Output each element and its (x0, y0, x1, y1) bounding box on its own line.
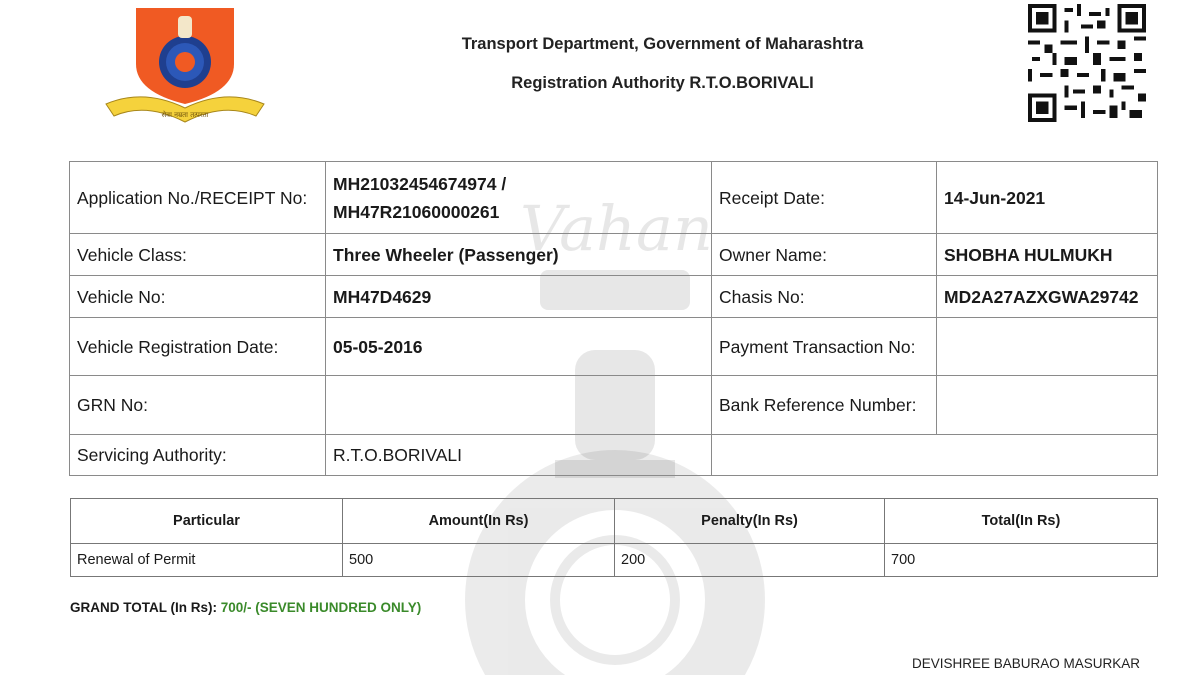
table-row (70, 162, 1158, 234)
penalty-header: Penalty(In Rs) (615, 499, 885, 544)
servicing-authority-label: Servicing Authority: (70, 435, 326, 476)
registration-date-label: Vehicle Registration Date: (70, 318, 326, 376)
bank-reference-value (937, 376, 1158, 435)
vehicle-class-label: Vehicle Class: (70, 234, 326, 276)
empty-cell (712, 435, 1158, 476)
particular-header: Particular (71, 499, 343, 544)
fees-table (70, 498, 1158, 577)
grn-no-value (326, 376, 712, 435)
amount-header: Amount(In Rs) (343, 499, 615, 544)
bank-reference-label: Bank Reference Number: (712, 376, 937, 435)
table-row (70, 435, 1158, 476)
application-no-line-2: MH47R21060000261 (333, 201, 500, 222)
application-no-label: Application No./RECEIPT No: (70, 162, 326, 234)
vehicle-class-value: Three Wheeler (Passenger) (326, 234, 712, 276)
vehicle-no-label: Vehicle No: (70, 276, 326, 318)
registration-date-value: 05-05-2016 (326, 318, 712, 376)
owner-name-value: SHOBHA HULMUKH (937, 234, 1158, 276)
fees-header-row (71, 499, 1158, 544)
total-header: Total(In Rs) (885, 499, 1158, 544)
chassis-no-value: MD2A27AZXGWA29742 (937, 276, 1158, 318)
application-no-value (326, 162, 712, 234)
particular-cell: Renewal of Permit (71, 544, 343, 577)
total-cell: 700 (885, 544, 1158, 577)
owner-name-label: Owner Name: (712, 234, 937, 276)
authority-title: Registration Authority R.T.O.BORIVALI (511, 74, 814, 92)
servicing-authority-value: R.T.O.BORIVALI (326, 435, 712, 476)
receipt-date-label: Receipt Date: (712, 162, 937, 234)
department-title: Transport Department, Government of Maharashtra (461, 35, 864, 53)
grand-total-label: GRAND TOTAL (In Rs): (70, 600, 217, 615)
grand-total-value: 700/- (SEVEN HUNDRED ONLY) (220, 600, 422, 615)
grand-total (70, 600, 421, 615)
application-no-line-1: MH21032454674974 / (333, 173, 507, 194)
table-row (70, 276, 1158, 318)
grn-no-label: GRN No: (70, 376, 326, 435)
table-row (70, 376, 1158, 435)
department-logo (104, 4, 266, 126)
receipt-date-value: 14-Jun-2021 (937, 162, 1158, 234)
penalty-cell: 200 (615, 544, 885, 577)
table-row (70, 318, 1158, 376)
svg-text:सेवा नम्रता तत्परता: सेवा नम्रता तत्परता (161, 111, 209, 119)
table-row (70, 234, 1158, 276)
table-row (71, 544, 1158, 577)
svg-text:Vahan: Vahan (520, 192, 713, 265)
chassis-no-label: Chasis No: (712, 276, 937, 318)
qr-code-icon (1028, 4, 1146, 122)
payment-transaction-label: Payment Transaction No: (712, 318, 937, 376)
payment-transaction-value (937, 318, 1158, 376)
signatory-name: DEVISHREE BABURAO MASURKAR (912, 656, 1141, 671)
vehicle-no-value: MH47D4629 (326, 276, 712, 318)
amount-cell: 500 (343, 544, 615, 577)
registration-info-table (69, 161, 1158, 476)
